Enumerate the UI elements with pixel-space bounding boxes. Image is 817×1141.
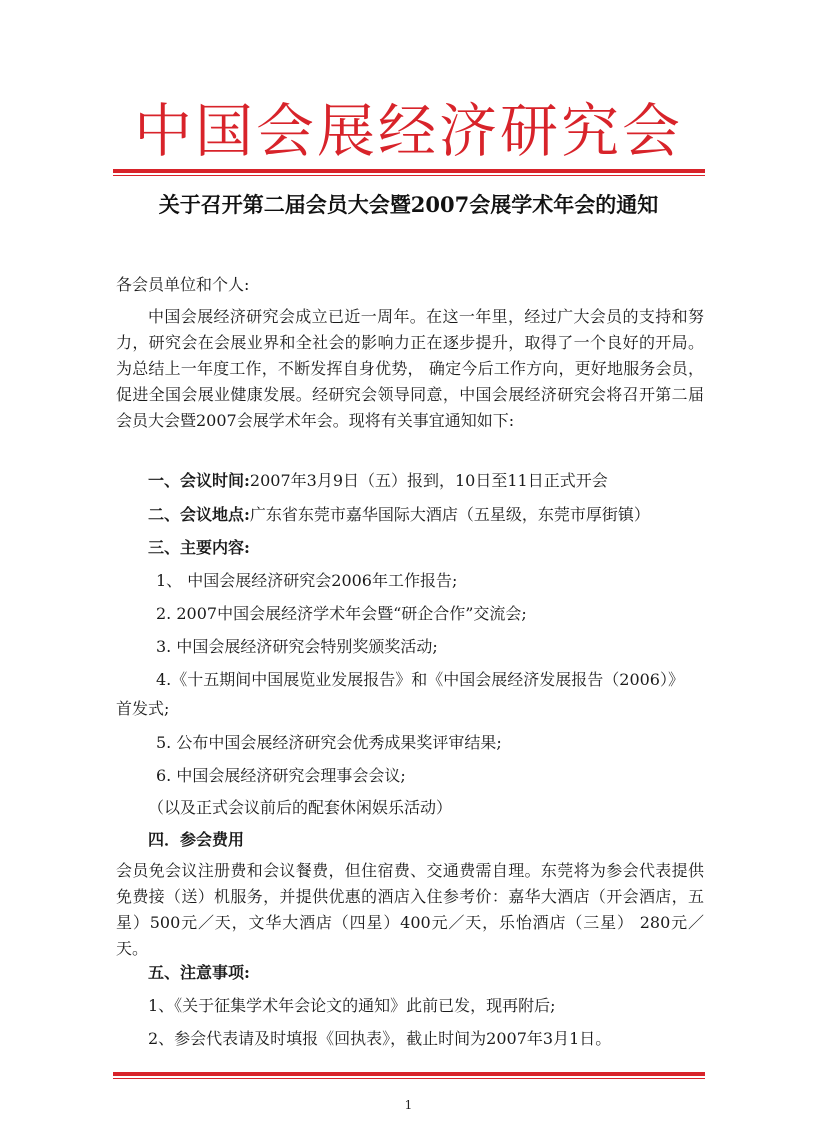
- content-item: 4.《十五期间中国展览业发展报告》和《中国会展经济发展报告（2006）》: [156, 670, 684, 689]
- notes-heading: 五、注意事项:: [148, 963, 250, 982]
- content-item: 1、 中国会展经济研究会2006年工作报告;: [156, 571, 458, 590]
- content-item: 2. 2007中国会展经济学术年会暨“研企合作”交流会;: [156, 604, 527, 623]
- intro-paragraph: 中国会展经济研究会成立已近一周年。在这一年里，经过广大会员的支持和努力，研究会在会展业界和全社会的影响力正在逐步提升，取得了一个良好的开局。为总结上一年度工作，不断发挥自身优势， 确定今后工作方向，更好地服务会员，促进全国会展业健康发展。经研究会领导同意，中国会展经济研究会将召开第二届会员大会暨2007会展学术年会。现将有关事宜通知如下:: [116, 307, 704, 430]
- content-item: 3. 中国会展经济研究会特别奖颁奖活动;: [156, 637, 438, 656]
- footer-rule-thin: [113, 1078, 705, 1079]
- content-item-continuation: 首发式;: [116, 699, 170, 718]
- note-item: 1、《关于征集学术年会论文的通知》此前已发，现再附后;: [148, 996, 556, 1015]
- meeting-place-label: 二、会议地点:: [148, 505, 250, 524]
- meeting-place-text: 广东省东莞市嘉华国际大酒店（五星级，东莞市厚街镇）: [249, 505, 650, 524]
- content-item: 5. 公布中国会展经济研究会优秀成果奖评审结果;: [156, 733, 502, 752]
- letterhead-rule-thick: [113, 169, 705, 173]
- meeting-time-text: 2007年3月9日（五）报到，10日至11日正式开会: [249, 471, 608, 490]
- letterhead-title: 中国会展经济研究会: [133, 97, 683, 165]
- meeting-place: [148, 504, 650, 526]
- footer-rule-thick: [113, 1072, 705, 1076]
- content-heading: 三、主要内容:: [148, 538, 250, 557]
- fee-heading: 四．参会费用: [148, 830, 245, 849]
- content-note: （以及正式会议前后的配套休闲娱乐活动）: [148, 798, 453, 817]
- note-item: 2、参会代表请及时填报《回执表》，截止时间为2007年3月1日。: [148, 1029, 612, 1048]
- page-number: 1: [404, 1098, 413, 1112]
- salutation: 各会员单位和个人:: [116, 275, 250, 294]
- content-item: 6. 中国会展经济研究会理事会会议;: [156, 766, 406, 785]
- notice-title: 关于召开第二届会员大会暨2007会展学术年会的通知: [158, 192, 659, 217]
- meeting-time-label: 一、会议时间:: [148, 471, 250, 490]
- meeting-time: [148, 470, 608, 492]
- letterhead-rule-thin: [113, 175, 705, 176]
- fee-paragraph: 会员免会议注册费和会议餐费，但住宿费、交通费需自理。东莞将为参会代表提供免费接（送）机服务，并提供优惠的酒店入住参考价：嘉华大酒店（开会酒店，五星）500元／天，文华大酒店（四星）400元／天，乐怡酒店（三星） 280元／天。: [116, 861, 704, 958]
